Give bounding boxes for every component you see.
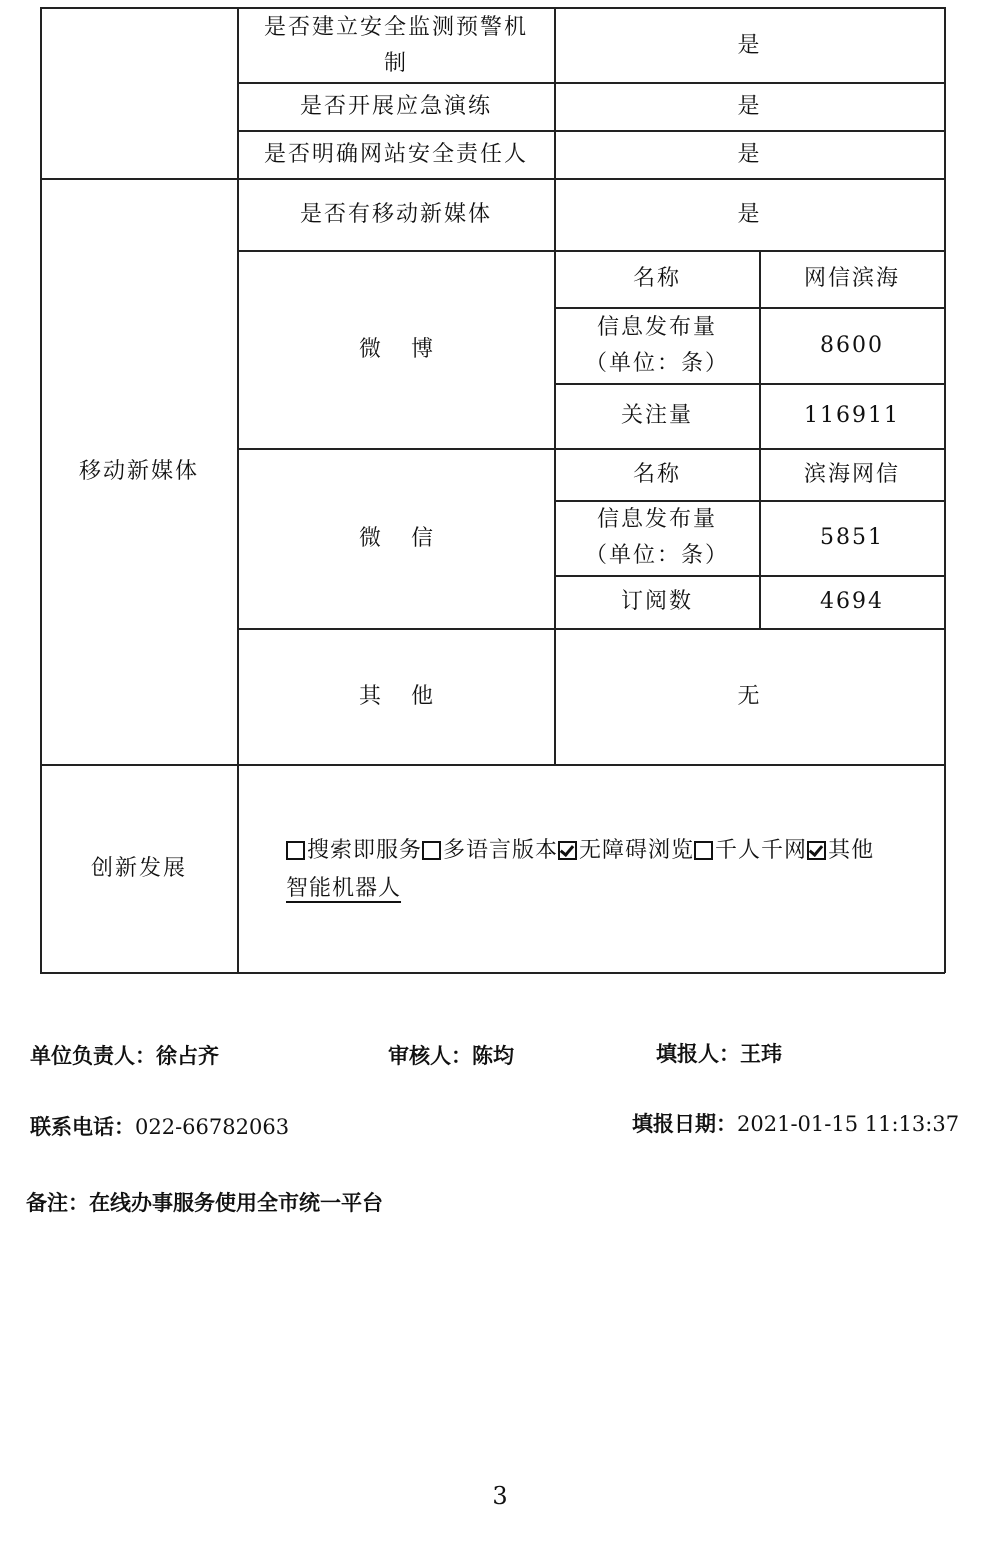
- accessibility-option-label: 无障碍浏览: [579, 838, 695, 863]
- unit-leader: [30, 1040, 219, 1070]
- filler: [656, 1038, 782, 1068]
- accessibility-checkbox[interactable]: [558, 841, 577, 860]
- security-monitoring-value: 是: [737, 32, 762, 58]
- wechat-name-label: 名称: [632, 461, 681, 487]
- wechat-count-label-line1: 信息发布量: [596, 507, 717, 532]
- table-bottom-border: [40, 972, 945, 974]
- contact-phone-label: 联系电话：: [30, 1115, 135, 1139]
- remark-label: 备注：: [26, 1191, 89, 1215]
- remark: [26, 1187, 383, 1217]
- personalized-site-checkbox[interactable]: [694, 841, 713, 860]
- weibo-count-label-line2: （单位：条）: [584, 350, 729, 376]
- multilingual-option-label: 多语言版本: [443, 838, 559, 863]
- reviewer: [388, 1040, 514, 1070]
- wechat-name-value: 滨海网信: [803, 461, 900, 487]
- weibo-followers-label: 关注量: [620, 403, 693, 428]
- contact-phone: [30, 1111, 289, 1141]
- search-service-option-label: 搜索即服务: [307, 838, 423, 863]
- other-media-value: 无: [737, 683, 762, 709]
- filler-value: 王玮: [740, 1042, 782, 1066]
- weibo-count-label: [555, 308, 759, 383]
- wechat-count-label: [555, 501, 759, 575]
- has-mobile-media-label: 是否有移动新媒体: [299, 201, 492, 227]
- weibo-name-value: 网信滨海: [803, 266, 900, 291]
- site-security-owner-label: 是否明确网站安全责任人: [263, 141, 528, 167]
- table-right-border: [944, 7, 946, 973]
- mobile-media-section-label: 移动新媒体: [78, 458, 199, 484]
- wechat-label: 微信: [358, 525, 463, 551]
- wechat-subscribers-label: 订阅数: [620, 589, 693, 614]
- weibo-count-value: 8600: [820, 332, 884, 358]
- site-security-owner-value: 是: [737, 141, 762, 167]
- wechat-count-value: 5851: [820, 525, 884, 550]
- has-mobile-media-value: 是: [737, 201, 762, 227]
- fill-date-value: 2021-01-15 11:13:37: [737, 1112, 960, 1136]
- other-innovation-option-label: 其他: [828, 838, 875, 863]
- search-service-checkbox[interactable]: [286, 841, 305, 860]
- weibo-label: 微博: [358, 336, 463, 362]
- fill-date: [632, 1108, 959, 1138]
- innovation-options: [286, 832, 936, 908]
- wechat-count-label-line2: （单位：条）: [584, 543, 729, 568]
- weibo-count-label-line1: 信息发布量: [596, 314, 717, 340]
- filler-label: 填报人：: [656, 1042, 740, 1066]
- fill-date-label: 填报日期：: [632, 1112, 737, 1136]
- security-monitoring-label: 是否建立安全监测预警机制: [263, 14, 528, 76]
- emergency-drill-value: 是: [737, 93, 762, 119]
- page-number: 3: [492, 1482, 508, 1510]
- innovation-section-label: 创新发展: [90, 855, 187, 881]
- personalized-site-option-label: 千人千网: [715, 838, 808, 863]
- remark-value: 在线办事服务使用全市统一平台: [89, 1191, 383, 1215]
- other-media-label: 其他: [358, 683, 463, 709]
- emergency-drill-label: 是否开展应急演练: [299, 93, 492, 119]
- weibo-followers-value: 116911: [804, 403, 900, 428]
- reviewer-value: 陈均: [472, 1044, 514, 1068]
- weibo-name-label: 名称: [632, 266, 681, 291]
- unit-leader-label: 单位负责人：: [30, 1044, 156, 1068]
- multilingual-checkbox[interactable]: [422, 841, 441, 860]
- other-innovation-checkbox[interactable]: [807, 841, 826, 860]
- contact-phone-value: 022-66782063: [135, 1115, 290, 1139]
- unit-leader-value: 徐占齐: [156, 1044, 219, 1068]
- reviewer-label: 审核人：: [388, 1044, 472, 1068]
- other-innovation-text: 智能机器人: [286, 876, 402, 901]
- wechat-subscribers-value: 4694: [820, 589, 884, 614]
